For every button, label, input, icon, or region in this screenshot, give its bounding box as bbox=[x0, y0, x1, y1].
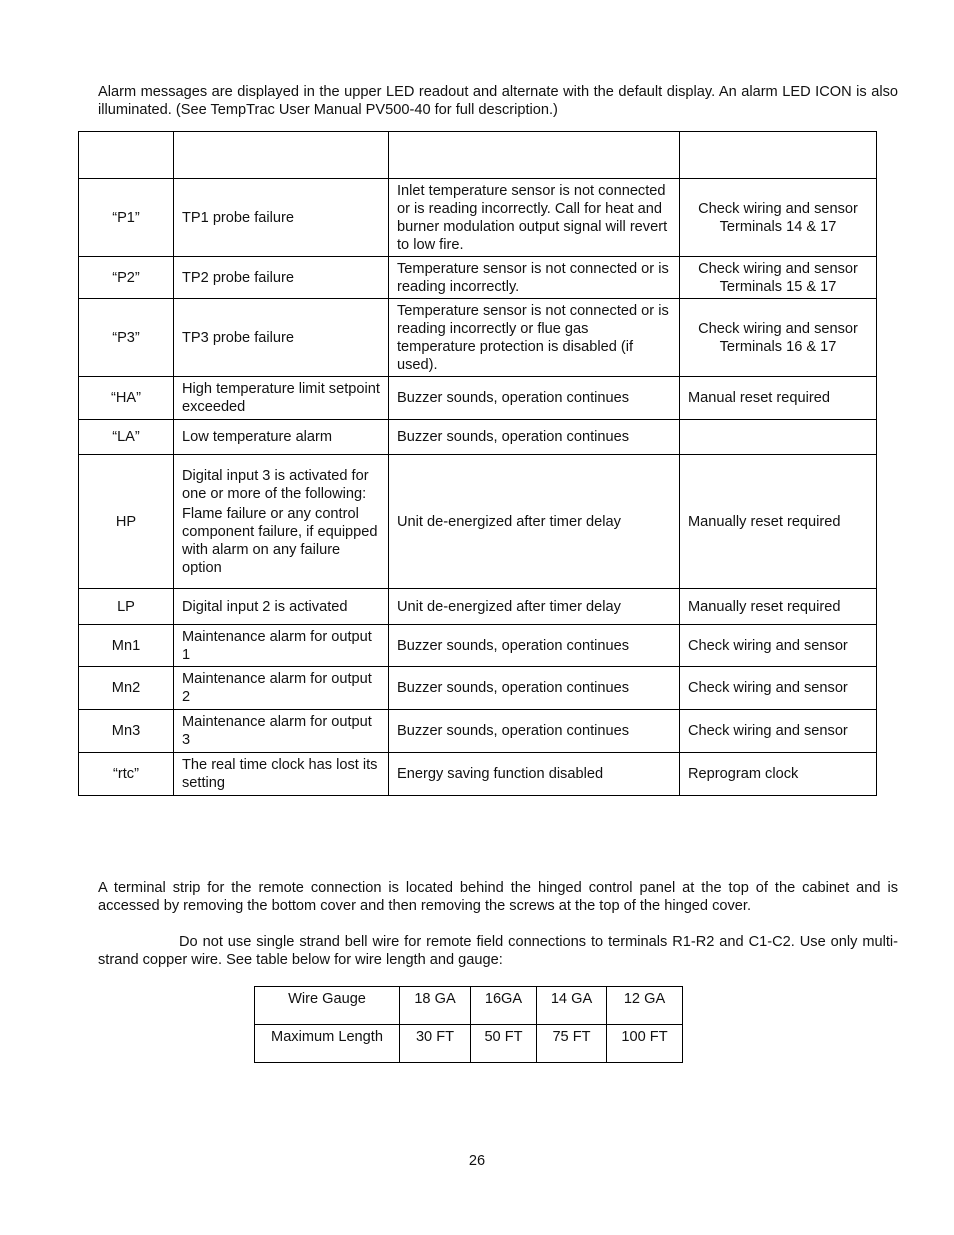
wire-gauge-table bbox=[254, 986, 683, 1063]
alarm-code: “P1” bbox=[79, 179, 174, 257]
alarm-row bbox=[79, 299, 877, 377]
alarm-effect: Buzzer sounds, operation continues bbox=[389, 377, 680, 420]
alarm-code: Mn3 bbox=[79, 710, 174, 753]
alarm-cause-text: Digital input 3 is activated for one or more of the following: bbox=[182, 467, 369, 502]
alarm-row bbox=[79, 589, 877, 625]
alarm-effect: Unit de-energized after timer delay bbox=[389, 455, 680, 589]
alarm-effect: Buzzer sounds, operation continues bbox=[389, 667, 680, 710]
alarm-effect: Unit de-energized after timer delay bbox=[389, 589, 680, 625]
wire-cell: 50 FT bbox=[471, 1025, 537, 1063]
alarm-remedy: Check wiring and sensor bbox=[680, 710, 877, 753]
alarm-effect: Energy saving function disabled bbox=[389, 753, 680, 796]
alarm-code: “rtc” bbox=[79, 753, 174, 796]
alarm-remedy: Manually reset required bbox=[680, 589, 877, 625]
alarm-remedy: Check wiring and sensor Terminals 15 & 17 bbox=[680, 257, 877, 299]
wire-cell: 18 GA bbox=[400, 987, 471, 1025]
alarm-cause-text: High temperature limit setpoint exceeded bbox=[182, 381, 380, 415]
alarm-row bbox=[79, 455, 877, 589]
alarm-cause bbox=[174, 179, 389, 257]
alarm-remedy: Manually reset required bbox=[680, 455, 877, 589]
alarm-row bbox=[79, 667, 877, 710]
terminal-strip-paragraph: A terminal strip for the remote connection is located behind the hinged control panel at the top of the cabinet and is accessed by removing the bottom cover and then removing the screws at the top of the hinged cover. bbox=[98, 880, 898, 914]
alarm-effect: Inlet temperature sensor is not connected or is reading incorrectly. Call for heat and burner modulation output signal will revert to low fire. bbox=[389, 179, 680, 257]
alarm-effect: Temperature sensor is not connected or is reading incorrectly. bbox=[389, 257, 680, 299]
alarm-table-header-row bbox=[79, 132, 877, 179]
page-number: 26 bbox=[468, 1153, 486, 1169]
wire-cell: 100 FT bbox=[607, 1025, 683, 1063]
alarm-effect: Buzzer sounds, operation continues bbox=[389, 710, 680, 753]
wire-row-label: Wire Gauge bbox=[255, 987, 400, 1025]
alarm-cause-text: Low temperature alarm bbox=[182, 429, 333, 445]
alarm-cause bbox=[174, 455, 389, 589]
alarm-remedy: Check wiring and sensor bbox=[680, 625, 877, 667]
alarm-code: Mn2 bbox=[79, 667, 174, 710]
header-cell-cause bbox=[174, 132, 389, 179]
alarm-code: HP bbox=[79, 455, 174, 589]
alarm-table-body bbox=[79, 179, 877, 796]
alarm-code: “LA” bbox=[79, 420, 174, 455]
wire-cell: 16GA bbox=[471, 987, 537, 1025]
alarm-cause-text: Digital input 2 is activated bbox=[182, 598, 348, 615]
alarm-cause-text: Maintenance alarm for output 2 bbox=[182, 671, 372, 705]
header-cell-effect bbox=[389, 132, 680, 179]
alarm-cause bbox=[174, 625, 389, 667]
alarm-cause-text: TP3 probe failure bbox=[182, 329, 294, 346]
alarm-cause bbox=[174, 710, 389, 753]
alarm-cause-text: Maintenance alarm for output 3 bbox=[182, 714, 372, 748]
alarm-remedy bbox=[680, 420, 877, 455]
alarm-remedy: Check wiring and sensor Terminals 14 & 17 bbox=[680, 179, 877, 257]
alarm-cause-text: Flame failure or any control component failure, if equipped with alarm on any failure option bbox=[182, 505, 378, 576]
alarm-row bbox=[79, 625, 877, 667]
alarm-cause bbox=[174, 377, 389, 420]
alarm-remedy: Check wiring and sensor Terminals 16 & 17 bbox=[680, 299, 877, 377]
alarm-remedy: Reprogram clock bbox=[680, 753, 877, 796]
wire-row bbox=[255, 987, 683, 1025]
alarm-effect: Temperature sensor is not connected or is reading incorrectly or flue gas temperature protection is disabled (if used). bbox=[389, 299, 680, 377]
alarm-cause bbox=[174, 667, 389, 710]
alarm-row bbox=[79, 377, 877, 420]
alarm-cause bbox=[174, 420, 389, 455]
wire-row bbox=[255, 1025, 683, 1063]
alarm-cause-text: TP2 probe failure bbox=[182, 269, 294, 286]
alarm-row bbox=[79, 420, 877, 455]
wire-warning-paragraph: Do not use single strand bell wire for remote field connections to terminals R1-R2 and C1-C2. Use only multi-strand copper wire. See table below for wire length and gauge: bbox=[98, 934, 898, 968]
wire-cell: 30 FT bbox=[400, 1025, 471, 1063]
alarm-cause bbox=[174, 753, 389, 796]
wire-gauge-table-body bbox=[255, 987, 683, 1063]
alarm-row bbox=[79, 710, 877, 753]
alarm-remedy: Manual reset required bbox=[680, 377, 877, 420]
alarm-cause-text: The real time clock has lost its setting bbox=[182, 757, 378, 791]
alarm-row bbox=[79, 753, 877, 796]
alarm-cause bbox=[174, 589, 389, 625]
alarm-code: LP bbox=[79, 589, 174, 625]
alarm-cause-text: Maintenance alarm for output 1 bbox=[182, 628, 372, 663]
header-cell-remedy bbox=[680, 132, 877, 179]
alarm-row bbox=[79, 257, 877, 299]
header-cell-code bbox=[79, 132, 174, 179]
alarm-code: Mn1 bbox=[79, 625, 174, 667]
alarm-cause bbox=[174, 257, 389, 299]
alarm-effect: Buzzer sounds, operation continues bbox=[389, 625, 680, 667]
alarm-code: “P3” bbox=[79, 299, 174, 377]
alarm-effect: Buzzer sounds, operation continues bbox=[389, 420, 680, 455]
wire-cell: 14 GA bbox=[537, 987, 607, 1025]
alarm-table bbox=[78, 131, 877, 796]
alarm-code: “P2” bbox=[79, 257, 174, 299]
wire-cell: 12 GA bbox=[607, 987, 683, 1025]
wire-row-label: Maximum Length bbox=[255, 1025, 400, 1063]
alarm-cause-text: TP1 probe failure bbox=[182, 209, 294, 226]
alarm-code: “HA” bbox=[79, 377, 174, 420]
alarm-remedy: Check wiring and sensor bbox=[680, 667, 877, 710]
alarm-cause bbox=[174, 299, 389, 377]
intro-paragraph: Alarm messages are displayed in the upper LED readout and alternate with the default display. An alarm LED ICON is also illuminated. (See TempTrac User Manual PV500-40 for full description.) bbox=[98, 84, 898, 118]
alarm-row bbox=[79, 179, 877, 257]
wire-cell: 75 FT bbox=[537, 1025, 607, 1063]
